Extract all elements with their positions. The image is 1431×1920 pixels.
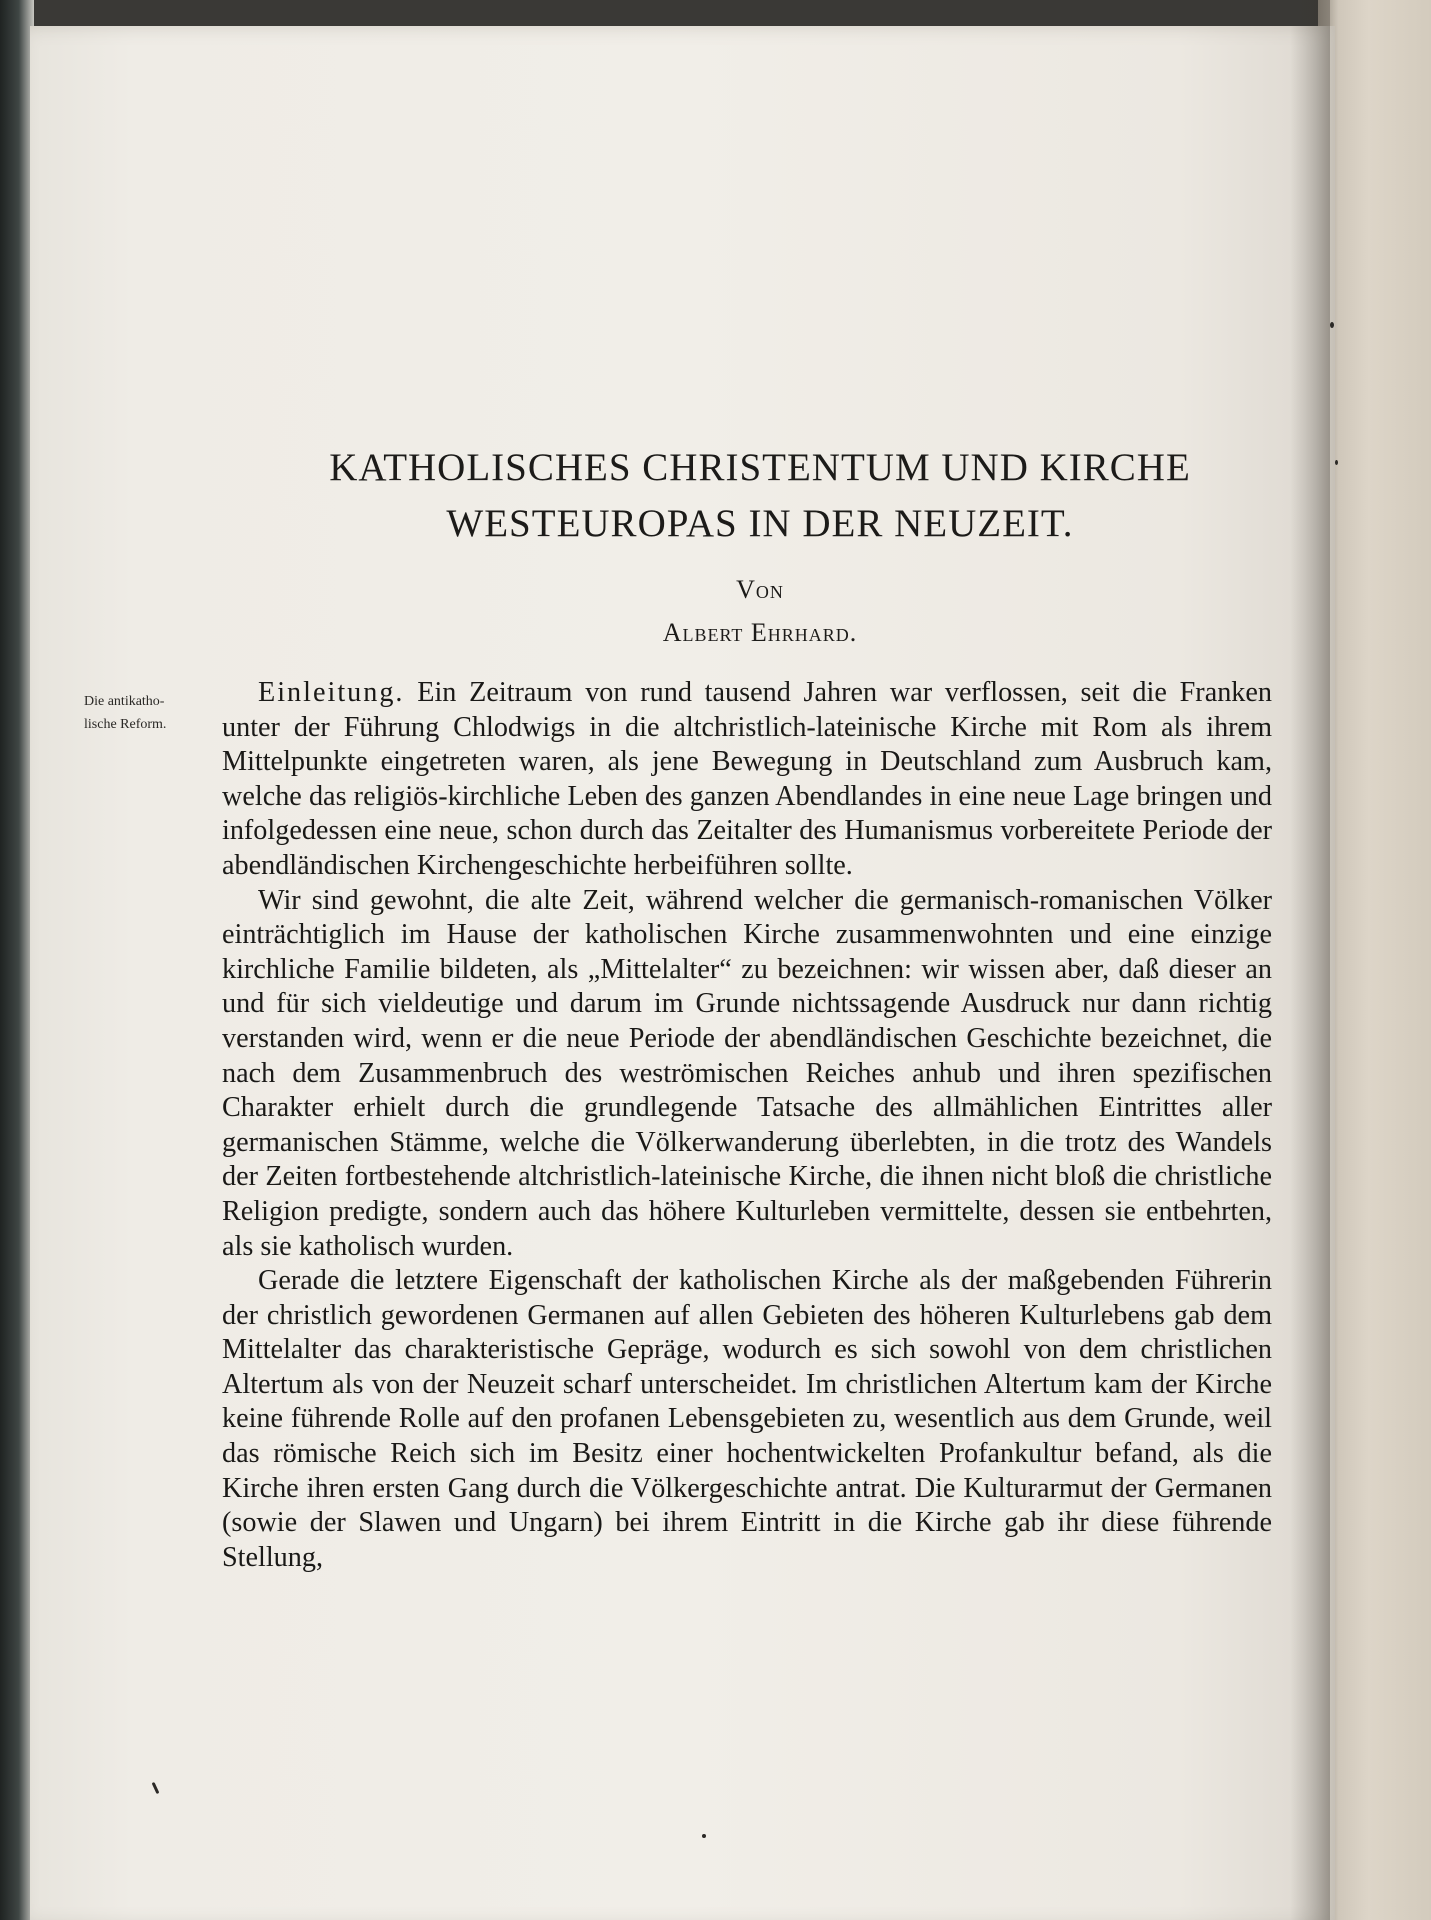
author-byline — [180, 568, 1340, 654]
body-text — [222, 676, 1272, 1575]
left-book-edge — [0, 0, 34, 1920]
gutter-shadow — [1290, 0, 1330, 1920]
byline-von: Von — [736, 575, 784, 604]
paragraph-1 — [222, 676, 1272, 884]
section-lead-word: Einleitung. — [258, 677, 405, 708]
marginal-note-line-2: lische Reform. — [84, 717, 167, 732]
marginal-note — [84, 690, 214, 736]
page-speck — [702, 1834, 706, 1838]
paragraph-3: Gerade die letztere Eigenschaft der katholischen Kirche als der maßgebenden Führerin der christlich gewordenen Germanen auf allen Gebieten des höheren Kulturlebens gab dem Mittelalter das charakteristische Gepräge, wodurch es sich sowohl von dem christlichen Altertum als von der Neuzeit scharf unterscheidet. Im christlichen Altertum kam der Kirche keine führende Rolle auf den profanen Lebensgebieten zu, wesentlich aus dem Grunde, weil das römische Reich sich im Besitz einer hochentwickelten Profankultur befand, als die Kirche ihren ersten Gang durch die Völkergeschichte antrat. Die Kulturarmut der Germanen (sowie der Slawen und Ungarn) bei ihrem Eintritt in die Kirche gab ihr diese führende Stellung, — [222, 1265, 1272, 1573]
author-name: Albert Ehrhard. — [662, 618, 858, 647]
chapter-title-line-2: WESTEUROPAS IN DER NEUZEIT. — [446, 502, 1074, 545]
page-speck — [1330, 322, 1334, 328]
page-speck — [1335, 460, 1338, 465]
chapter-title — [180, 440, 1340, 552]
marginal-note-line-1: Die antikatho- — [84, 694, 165, 709]
paragraph-1-text: Ein Zeitraum von rund tausend Jahren war verflossen, seit die Franken unter der Führung Chlodwigs in die altchristlich-lateinische Kirche mit Rom als ihrem Mittelpunkte eingetreten waren, als jene Bewegung in Deutschland zum Ausbruch kam, welche das religiös-kirchliche Leben des ganzen Abendlandes in eine neue Lage bringen und infolgedessen eine neue, schon durch das Zeitalter des Humanismus vorbereitete Periode der abendländischen Kirchengeschichte herbeiführen sollte. — [222, 677, 1272, 881]
chapter-title-line-1: KATHOLISCHES CHRISTENTUM UND KIRCHE — [329, 446, 1191, 489]
paragraph-2: Wir sind gewohnt, die alte Zeit, während welcher die germanisch-romanischen Völker einträchtiglich im Hause der katholischen Kirche zusammenwohnten und eine einzige kirchliche Familie bildeten, als „Mittelalter“ zu bezeichnen: wir wissen aber, daß dieser an und für sich vieldeutige und darum im Grunde nichtssagende Ausdruck nur dann richtig verstanden wird, wenn er die neue Periode der abendländischen Geschichte bezeichnet, die nach dem Zusammenbruch des weströmischen Reiches anhub und ihren spezifischen Charakter erhielt durch die grundlegende Tatsache des allmählichen Eintrittes aller germanischen Stämme, welche die Völkerwanderung überlebten, in die trotz des Wandels der Zeiten fortbestehende altchristlich-lateinische Kirche, die ihnen nicht bloß die christliche Religion predigte, sondern auch das höhere Kulturleben vermittelte, dessen sie entbehrten, als sie katholisch wurden. — [222, 884, 1272, 1262]
